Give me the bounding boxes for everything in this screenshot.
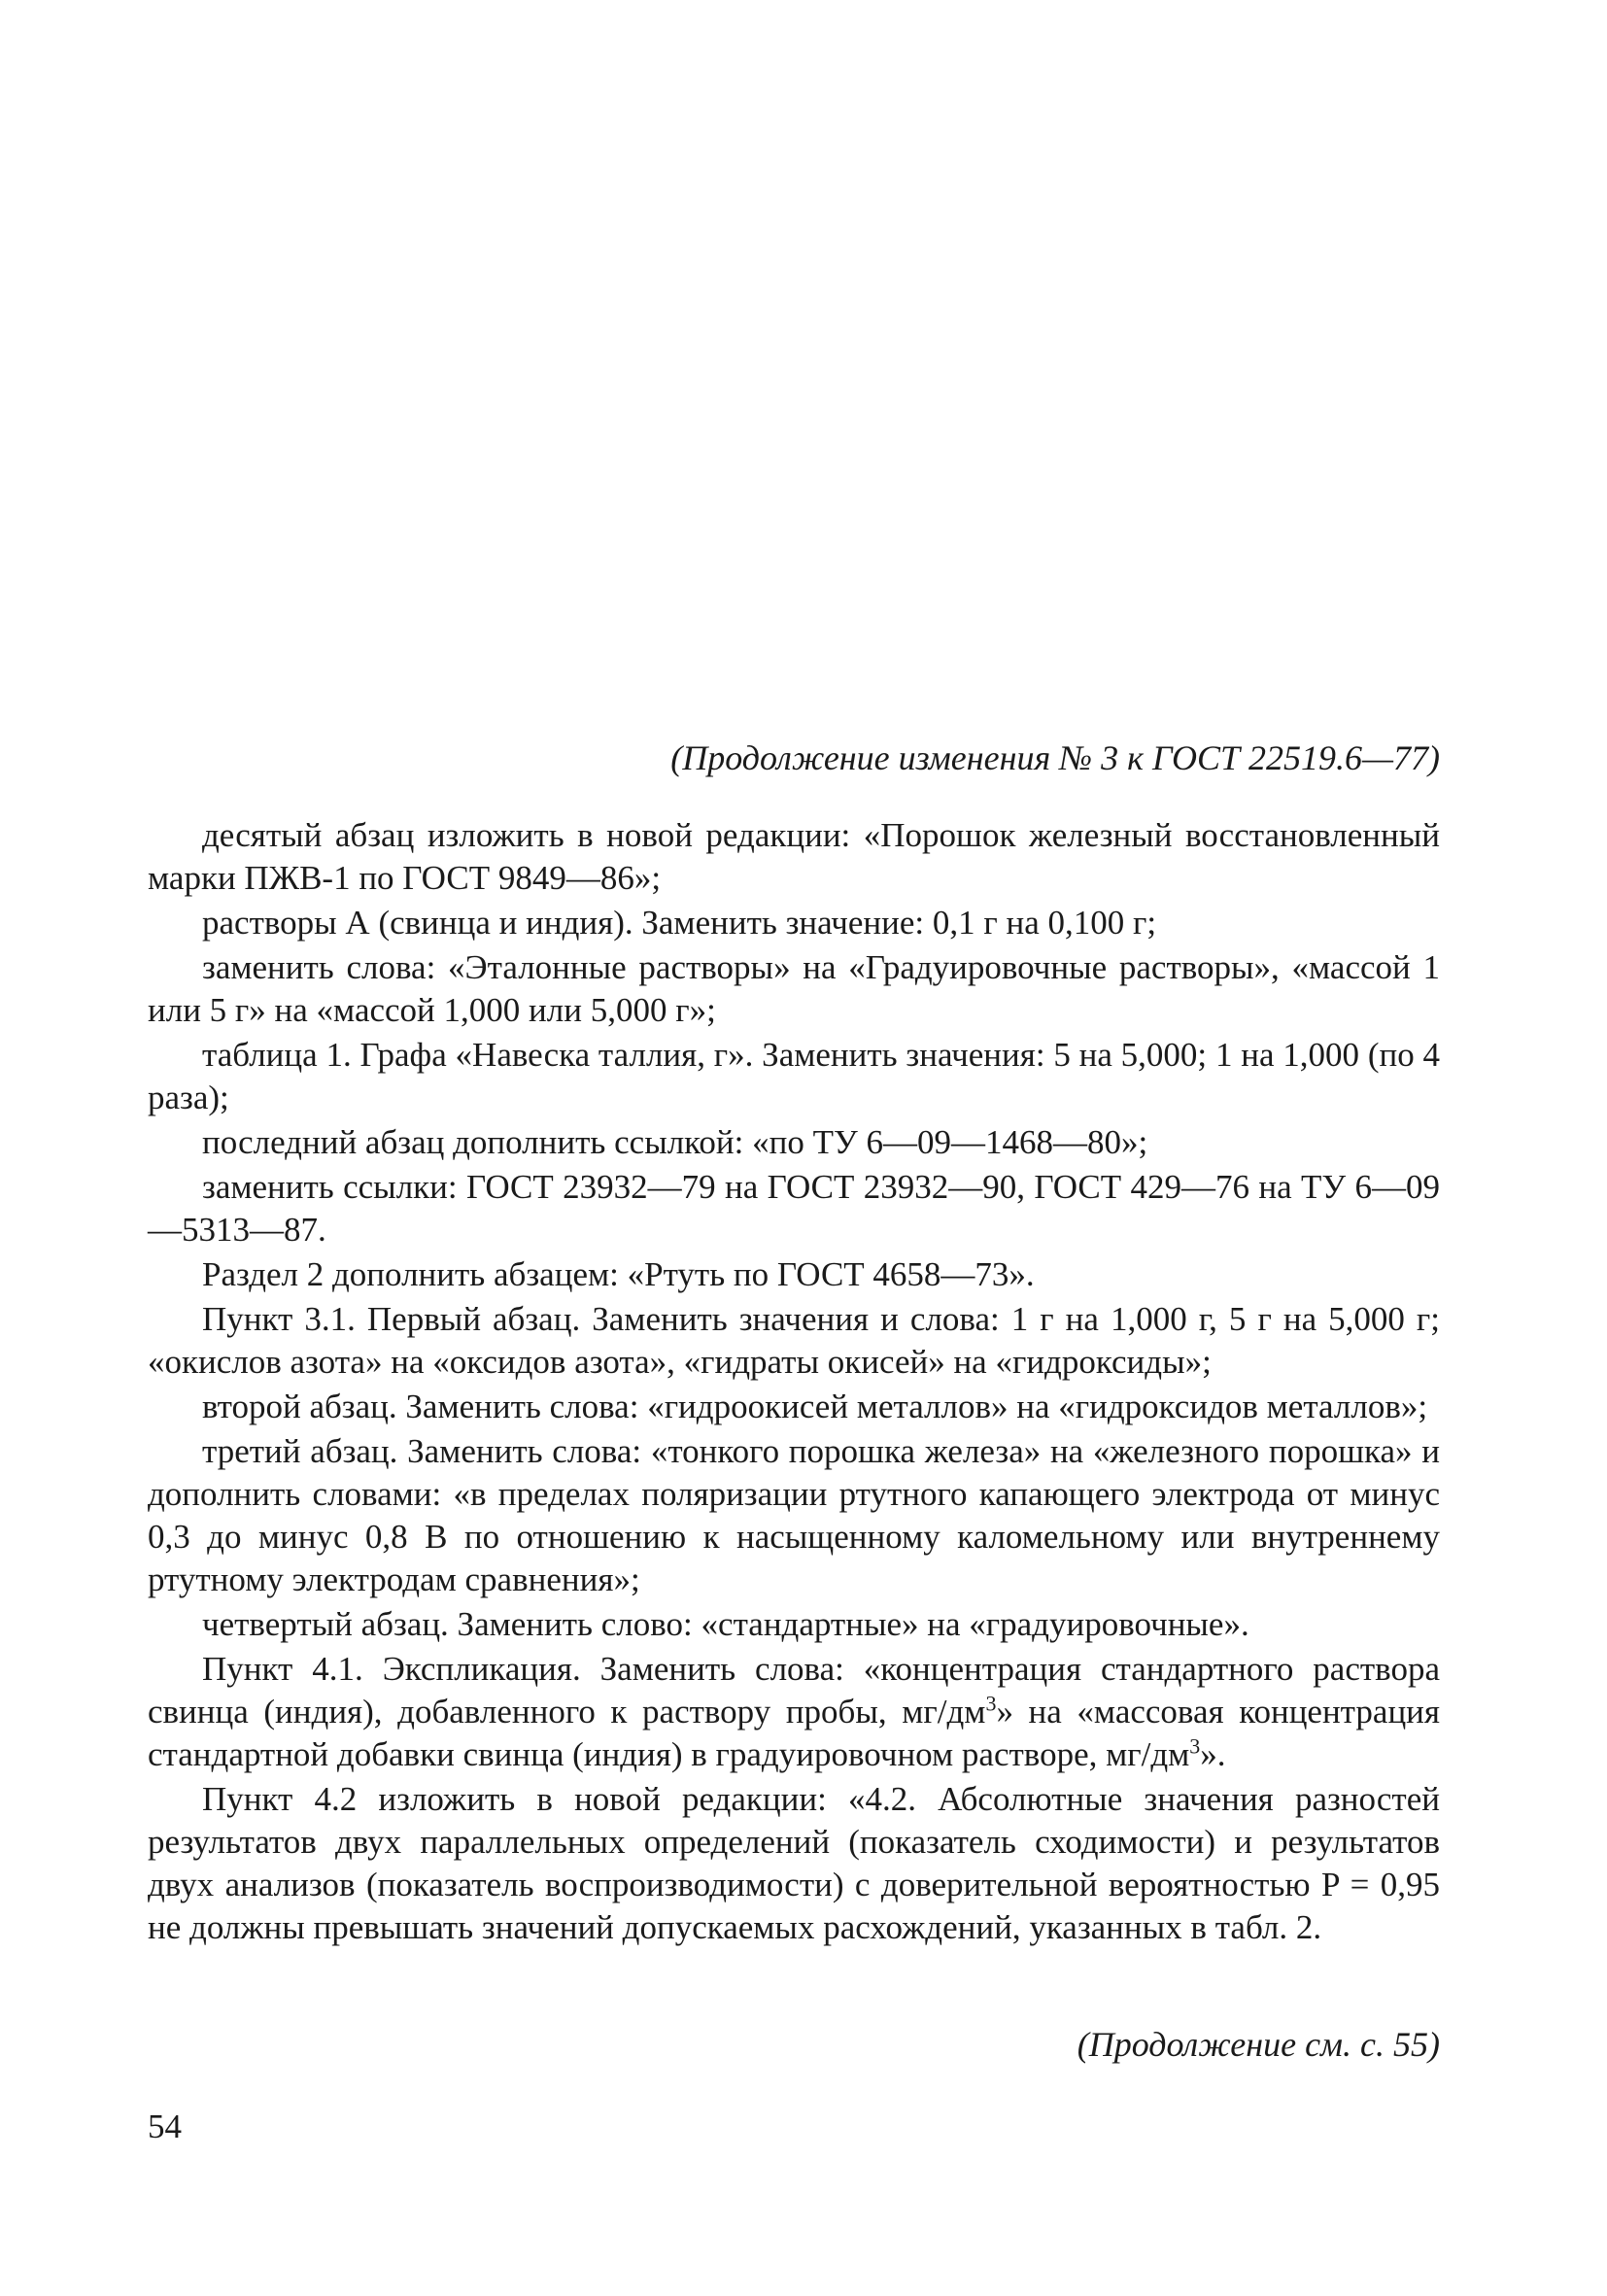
continuation-footer: (Продолжение см. с. 55) <box>1077 2025 1440 2064</box>
paragraph-12 <box>148 1648 1440 1776</box>
paragraph-1: десятый абзац изложить в новой редакции: «Порошок железный восстановленный марки ПЖВ-1 по ГОСТ 9849—86»; <box>148 816 1440 897</box>
paragraph-12-text-1: Пункт 4.1. Экспликация. Заменить слова: «концентрация стандартного раствора свинца (индия), добавленного к раствору пробы, мг/дм <box>148 1650 1440 1731</box>
paragraph-9: второй абзац. Заменить слова: «гидроокисей металлов» на «гидроксидов металлов»; <box>202 1388 1428 1425</box>
paragraph-5: последний абзац дополнить ссылкой: «по ТУ 6—09—1468—80»; <box>202 1123 1148 1161</box>
paragraph-10: третий абзац. Заменить слова: «тонкого порошка железа» на «железного порошка» и дополнить словами: «в пределах поляризации ртутного капающего электрода от минус 0,3 до минус 0,8 В по отношению к насыщенному каломельному или внутреннему ртутному электродам сравнения»; <box>148 1432 1440 1598</box>
paragraph-6: заменить ссылки: ГОСТ 23932—79 на ГОСТ 23932—90, ГОСТ 429—76 на ТУ 6—09—5313—87. <box>148 1168 1440 1249</box>
body-text <box>148 814 1440 1951</box>
paragraph-12-text-2: » на «массовая концентрация стандартной добавки свинца (индия) в градуировочном растворе, мг/дм <box>148 1693 1441 1773</box>
paragraph-2: растворы А (свинца и индия). Заменить значение: 0,1 г на 0,100 г; <box>202 904 1157 942</box>
paragraph-7: Раздел 2 дополнить абзацем: «Ртуть по ГОСТ 4658—73». <box>202 1255 1035 1293</box>
superscript-cube-2: 3 <box>1189 1733 1201 1759</box>
page-number: 54 <box>148 2108 182 2145</box>
paragraph-3: заменить слова: «Эталонные растворы» на «Градуировочные растворы», «массой 1 или 5 г» на «массой 1,000 или 5,000 г»; <box>148 948 1440 1029</box>
superscript-cube-1: 3 <box>985 1691 997 1716</box>
paragraph-12-text-3: ». <box>1200 1735 1226 1773</box>
paragraph-11: четвертый абзац. Заменить слово: «стандартные» на «градуировочные». <box>202 1605 1249 1643</box>
paragraph-13: Пункт 4.2 изложить в новой редакции: «4.2. Абсолютные значения разностей результатов двух параллельных определений (показатель сходимости) и результатов двух анализов (показатель воспроизводимости) с доверительной вероятностью P = 0,95 не должны превышать значений допускаемых расхождений, указанных в табл. 2. <box>148 1780 1440 1946</box>
paragraph-8: Пункт 3.1. Первый абзац. Заменить значения и слова: 1 г на 1,000 г, 5 г на 5,000 г; «окислов азота» на «оксидов азота», «гидраты окисей» на «гидроксиды»; <box>148 1300 1440 1381</box>
paragraph-4: таблица 1. Графа «Навеска таллия, г». Заменить значения: 5 на 5,000; 1 на 1,000 (по 4 раза); <box>148 1036 1440 1116</box>
continuation-header: (Продолжение изменения № 3 к ГОСТ 22519.6—77) <box>670 738 1440 777</box>
